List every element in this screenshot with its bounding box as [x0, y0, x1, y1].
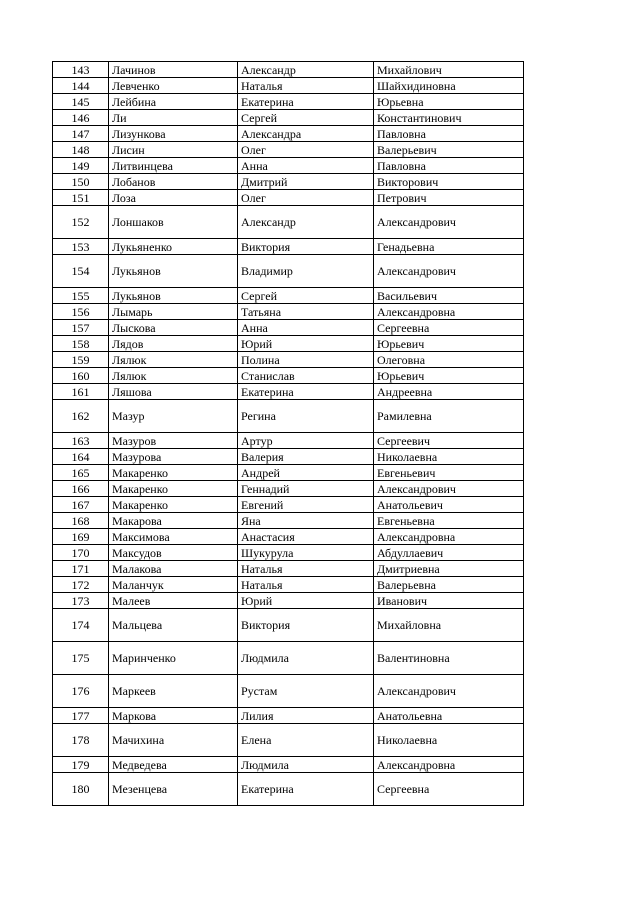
last-name: Мазуров — [109, 433, 238, 449]
last-name: Лоза — [109, 190, 238, 206]
row-number: 144 — [53, 78, 109, 94]
row-number: 155 — [53, 288, 109, 304]
table-row — [53, 449, 524, 465]
table-row — [53, 724, 524, 757]
row-number: 158 — [53, 336, 109, 352]
last-name: Малакова — [109, 561, 238, 577]
table-row — [53, 609, 524, 642]
first-name: Сергей — [238, 288, 374, 304]
patronymic: Николаевна — [374, 724, 524, 757]
first-name: Людмила — [238, 642, 374, 675]
table-row — [53, 320, 524, 336]
patronymic: Андреевна — [374, 384, 524, 400]
row-number: 166 — [53, 481, 109, 497]
patronymic: Александрович — [374, 206, 524, 239]
patronymic: Валерьевна — [374, 577, 524, 593]
table-row — [53, 239, 524, 255]
table-row — [53, 529, 524, 545]
patronymic: Евгеньевна — [374, 513, 524, 529]
last-name: Макаренко — [109, 465, 238, 481]
table-row — [53, 142, 524, 158]
table-row — [53, 497, 524, 513]
patronymic: Александровна — [374, 529, 524, 545]
patronymic: Сергеевна — [374, 773, 524, 806]
table-row — [53, 304, 524, 320]
table-row — [53, 62, 524, 78]
row-number: 164 — [53, 449, 109, 465]
first-name: Андрей — [238, 465, 374, 481]
last-name: Макарова — [109, 513, 238, 529]
row-number: 169 — [53, 529, 109, 545]
last-name: Лизункова — [109, 126, 238, 142]
last-name: Лялюк — [109, 368, 238, 384]
patronymic: Сергеевич — [374, 433, 524, 449]
first-name: Рустам — [238, 675, 374, 708]
row-number: 172 — [53, 577, 109, 593]
patronymic: Павловна — [374, 126, 524, 142]
patronymic: Михайловна — [374, 609, 524, 642]
first-name: Екатерина — [238, 94, 374, 110]
last-name: Маринченко — [109, 642, 238, 675]
table-row — [53, 708, 524, 724]
table-row — [53, 513, 524, 529]
row-number: 177 — [53, 708, 109, 724]
first-name: Яна — [238, 513, 374, 529]
row-number: 149 — [53, 158, 109, 174]
last-name: Маланчук — [109, 577, 238, 593]
patronymic: Александровна — [374, 757, 524, 773]
last-name: Лобанов — [109, 174, 238, 190]
table-row — [53, 481, 524, 497]
patronymic: Валентиновна — [374, 642, 524, 675]
table-row — [53, 190, 524, 206]
first-name: Олег — [238, 190, 374, 206]
row-number: 145 — [53, 94, 109, 110]
patronymic: Сергеевна — [374, 320, 524, 336]
patronymic: Александрович — [374, 255, 524, 288]
patronymic: Шайхидиновна — [374, 78, 524, 94]
first-name: Екатерина — [238, 773, 374, 806]
first-name: Полина — [238, 352, 374, 368]
row-number: 161 — [53, 384, 109, 400]
first-name: Владимир — [238, 255, 374, 288]
first-name: Сергей — [238, 110, 374, 126]
last-name: Маркеев — [109, 675, 238, 708]
last-name: Максимова — [109, 529, 238, 545]
row-number: 180 — [53, 773, 109, 806]
row-number: 147 — [53, 126, 109, 142]
last-name: Ляшова — [109, 384, 238, 400]
table-row — [53, 94, 524, 110]
table-row — [53, 126, 524, 142]
row-number: 162 — [53, 400, 109, 433]
last-name: Медведева — [109, 757, 238, 773]
patronymic: Рамилевна — [374, 400, 524, 433]
table-row — [53, 675, 524, 708]
row-number: 165 — [53, 465, 109, 481]
first-name: Олег — [238, 142, 374, 158]
row-number: 170 — [53, 545, 109, 561]
first-name: Артур — [238, 433, 374, 449]
table-row — [53, 642, 524, 675]
table-row — [53, 757, 524, 773]
last-name: Лачинов — [109, 62, 238, 78]
last-name: Малеев — [109, 593, 238, 609]
first-name: Александр — [238, 62, 374, 78]
first-name: Станислав — [238, 368, 374, 384]
table-row — [53, 593, 524, 609]
table-row — [53, 206, 524, 239]
table-row — [53, 158, 524, 174]
table-row — [53, 773, 524, 806]
patronymic: Юрьевна — [374, 94, 524, 110]
row-number: 152 — [53, 206, 109, 239]
last-name: Мальцева — [109, 609, 238, 642]
first-name: Екатерина — [238, 384, 374, 400]
row-number: 171 — [53, 561, 109, 577]
patronymic: Павловна — [374, 158, 524, 174]
first-name: Юрий — [238, 593, 374, 609]
row-number: 146 — [53, 110, 109, 126]
row-number: 168 — [53, 513, 109, 529]
last-name: Макаренко — [109, 481, 238, 497]
table-row — [53, 433, 524, 449]
last-name: Лукьянов — [109, 255, 238, 288]
last-name: Мазурова — [109, 449, 238, 465]
last-name: Мазур — [109, 400, 238, 433]
last-name: Макаренко — [109, 497, 238, 513]
table-row — [53, 465, 524, 481]
table-row — [53, 368, 524, 384]
patronymic: Петрович — [374, 190, 524, 206]
first-name: Александр — [238, 206, 374, 239]
row-number: 167 — [53, 497, 109, 513]
first-name: Татьяна — [238, 304, 374, 320]
row-number: 174 — [53, 609, 109, 642]
patronymic: Анатольевна — [374, 708, 524, 724]
row-number: 175 — [53, 642, 109, 675]
last-name: Литвинцева — [109, 158, 238, 174]
patronymic: Абдуллаевич — [374, 545, 524, 561]
table-row — [53, 545, 524, 561]
roster-table — [52, 61, 524, 806]
first-name: Наталья — [238, 78, 374, 94]
first-name: Елена — [238, 724, 374, 757]
first-name: Людмила — [238, 757, 374, 773]
last-name: Левченко — [109, 78, 238, 94]
first-name: Регина — [238, 400, 374, 433]
table-row — [53, 78, 524, 94]
patronymic: Николаевна — [374, 449, 524, 465]
last-name: Лоншаков — [109, 206, 238, 239]
patronymic: Юрьевич — [374, 368, 524, 384]
row-number: 163 — [53, 433, 109, 449]
first-name: Юрий — [238, 336, 374, 352]
first-name: Евгений — [238, 497, 374, 513]
patronymic: Юрьевич — [374, 336, 524, 352]
first-name: Лилия — [238, 708, 374, 724]
last-name: Лейбина — [109, 94, 238, 110]
table-row — [53, 255, 524, 288]
table-row — [53, 384, 524, 400]
patronymic: Константинович — [374, 110, 524, 126]
first-name: Виктория — [238, 239, 374, 255]
table-row — [53, 400, 524, 433]
table-row — [53, 352, 524, 368]
last-name: Мезенцева — [109, 773, 238, 806]
last-name: Лукьянов — [109, 288, 238, 304]
patronymic: Александрович — [374, 481, 524, 497]
row-number: 150 — [53, 174, 109, 190]
first-name: Валерия — [238, 449, 374, 465]
first-name: Виктория — [238, 609, 374, 642]
table-row — [53, 110, 524, 126]
last-name: Мачихина — [109, 724, 238, 757]
row-number: 151 — [53, 190, 109, 206]
row-number: 178 — [53, 724, 109, 757]
first-name: Наталья — [238, 577, 374, 593]
row-number: 143 — [53, 62, 109, 78]
table-row — [53, 288, 524, 304]
table-row — [53, 336, 524, 352]
first-name: Дмитрий — [238, 174, 374, 190]
table-row — [53, 174, 524, 190]
table-row — [53, 577, 524, 593]
row-number: 179 — [53, 757, 109, 773]
patronymic: Васильевич — [374, 288, 524, 304]
row-number: 153 — [53, 239, 109, 255]
patronymic: Михайлович — [374, 62, 524, 78]
table-row — [53, 561, 524, 577]
first-name: Анастасия — [238, 529, 374, 545]
last-name: Лялюк — [109, 352, 238, 368]
row-number: 148 — [53, 142, 109, 158]
first-name: Шукурула — [238, 545, 374, 561]
patronymic: Евгеньевич — [374, 465, 524, 481]
row-number: 173 — [53, 593, 109, 609]
last-name: Маркова — [109, 708, 238, 724]
row-number: 176 — [53, 675, 109, 708]
first-name: Наталья — [238, 561, 374, 577]
last-name: Лисин — [109, 142, 238, 158]
last-name: Ли — [109, 110, 238, 126]
patronymic: Генадьевна — [374, 239, 524, 255]
roster-body — [53, 62, 524, 806]
patronymic: Иванович — [374, 593, 524, 609]
patronymic: Анатольевич — [374, 497, 524, 513]
row-number: 160 — [53, 368, 109, 384]
last-name: Лыскова — [109, 320, 238, 336]
last-name: Лымарь — [109, 304, 238, 320]
first-name: Анна — [238, 158, 374, 174]
row-number: 154 — [53, 255, 109, 288]
patronymic: Валерьевич — [374, 142, 524, 158]
first-name: Анна — [238, 320, 374, 336]
patronymic: Дмитриевна — [374, 561, 524, 577]
row-number: 156 — [53, 304, 109, 320]
last-name: Лукьяненко — [109, 239, 238, 255]
last-name: Максудов — [109, 545, 238, 561]
patronymic: Викторович — [374, 174, 524, 190]
row-number: 157 — [53, 320, 109, 336]
patronymic: Олеговна — [374, 352, 524, 368]
last-name: Лядов — [109, 336, 238, 352]
first-name: Геннадий — [238, 481, 374, 497]
row-number: 159 — [53, 352, 109, 368]
first-name: Александра — [238, 126, 374, 142]
patronymic: Александровна — [374, 304, 524, 320]
patronymic: Александрович — [374, 675, 524, 708]
